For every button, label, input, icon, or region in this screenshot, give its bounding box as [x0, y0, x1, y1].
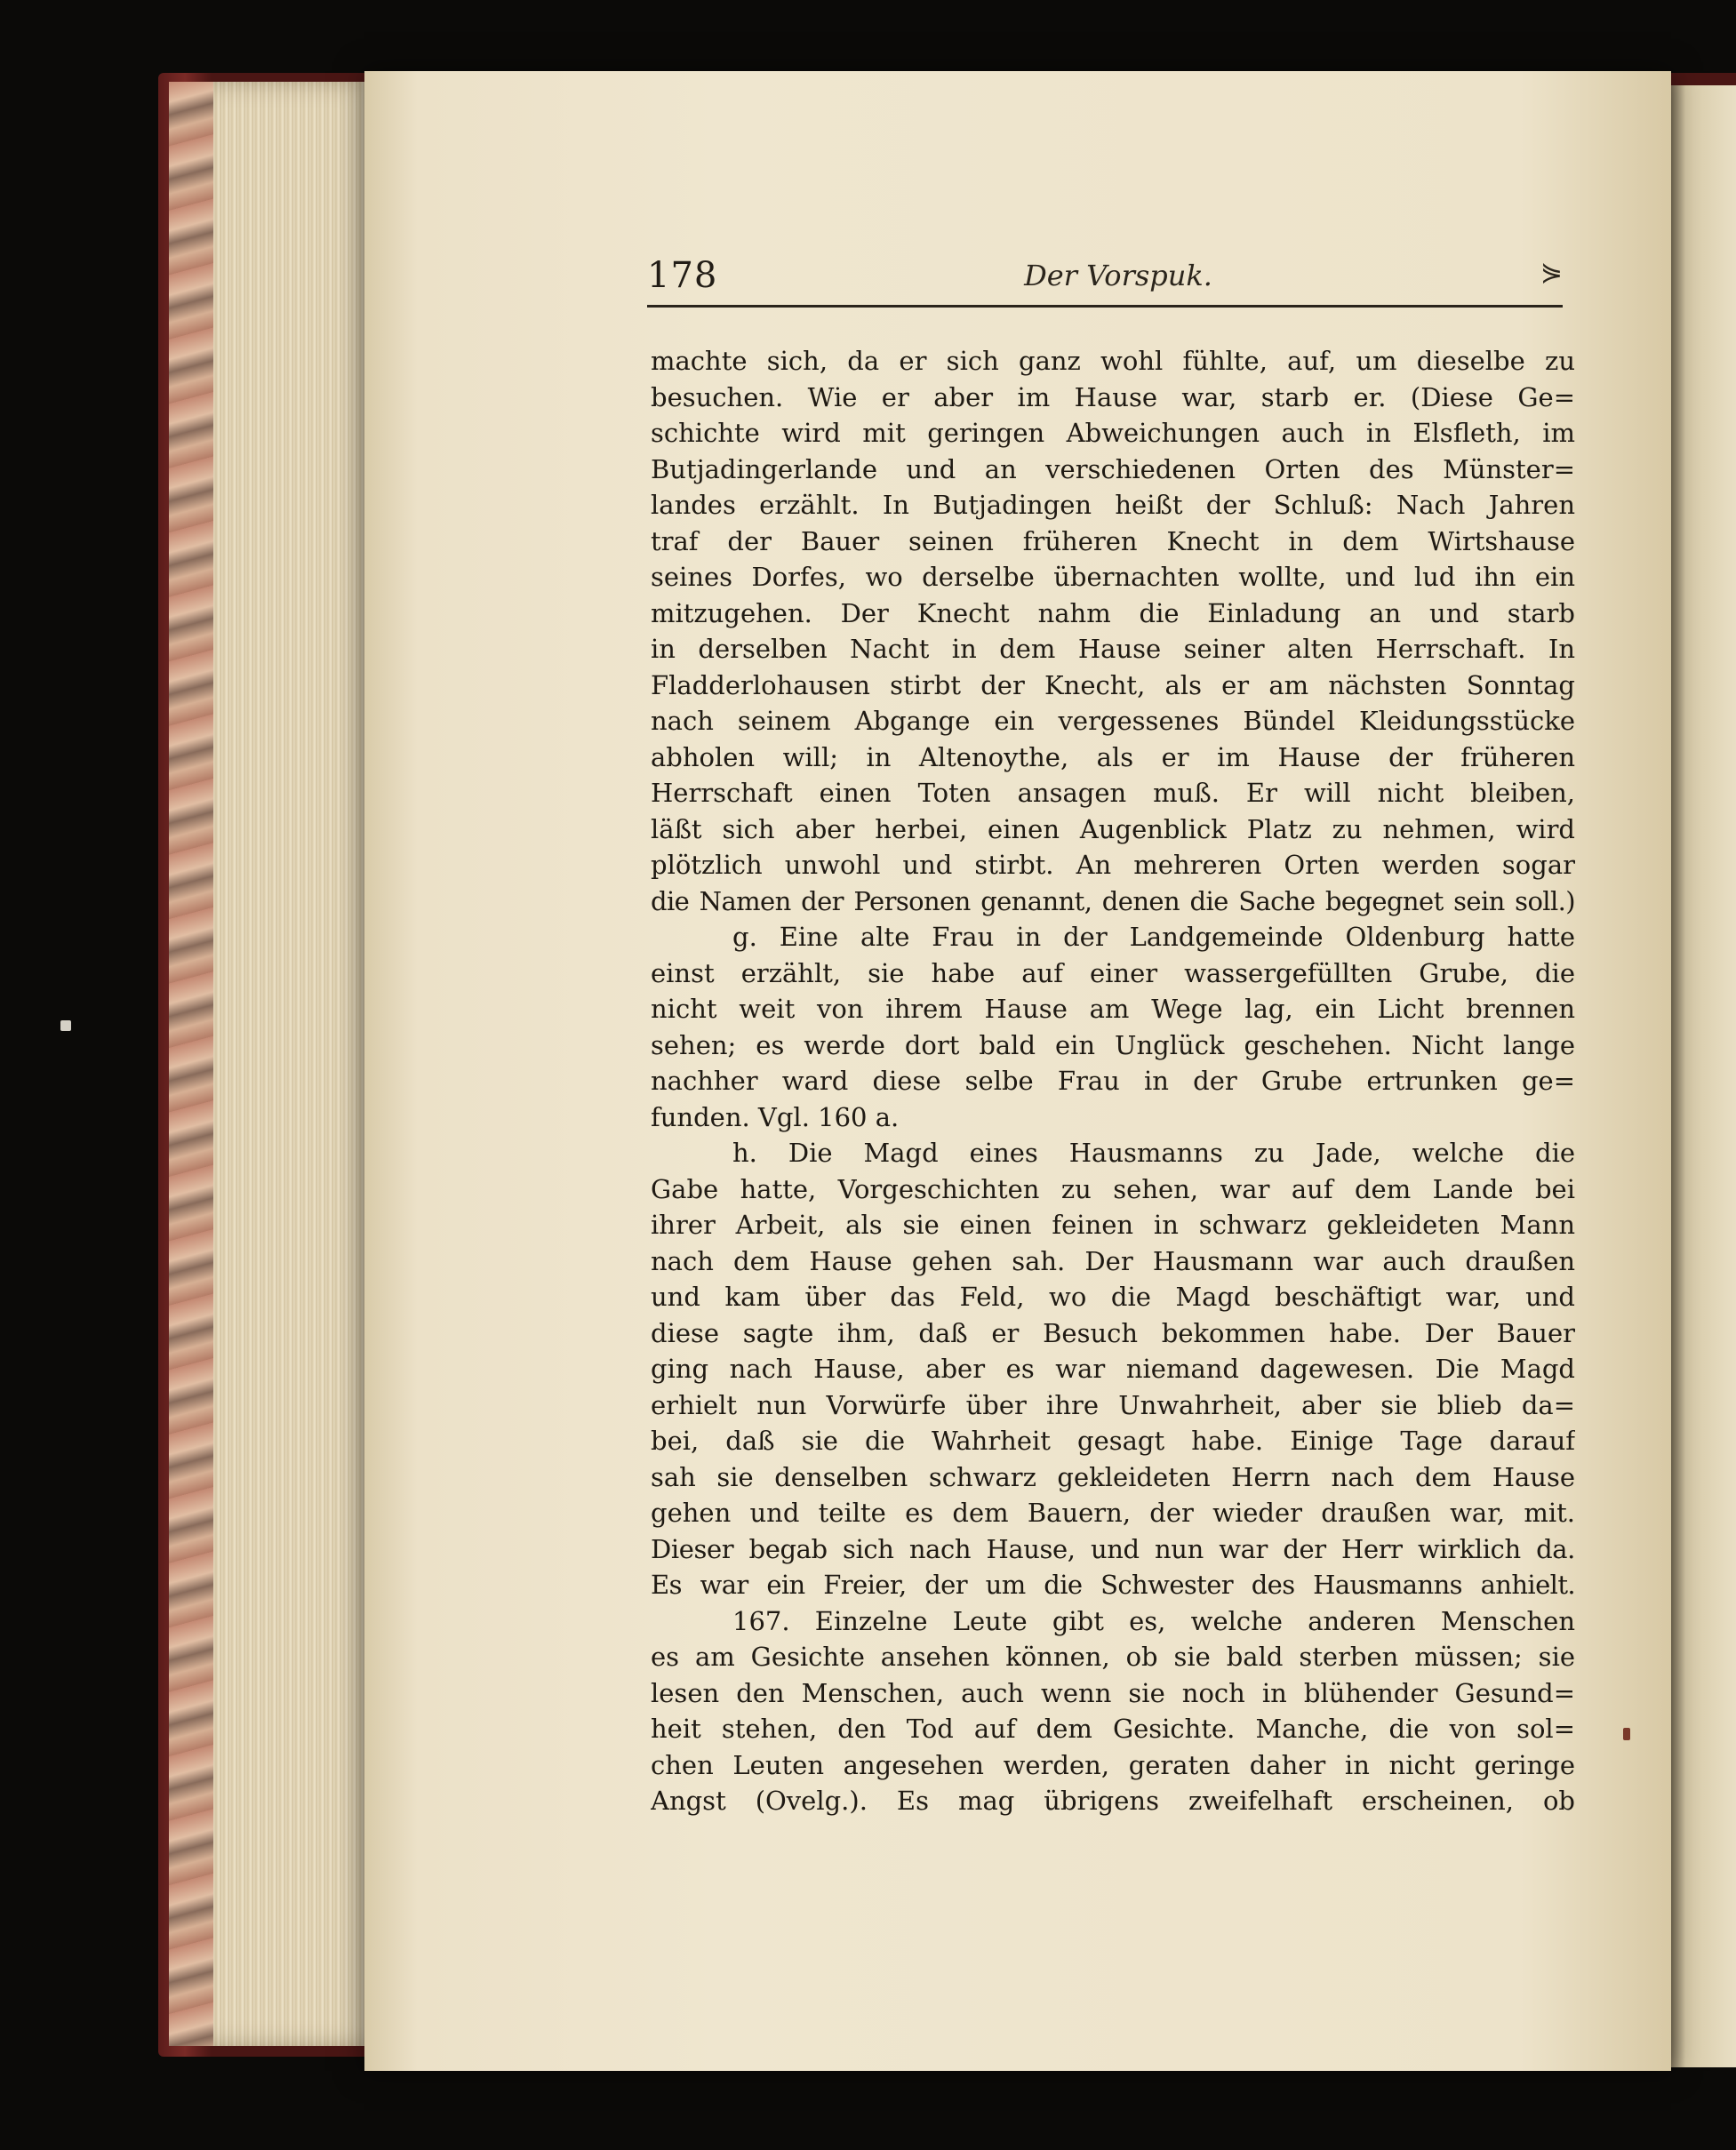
- text-line: heit stehen, den Tod auf dem Gesichte. Manche, die von sol=: [651, 1714, 1575, 1744]
- paragraph-start-167: 167. Einzelne Leute gibt es, welche anderen Menschen: [732, 1605, 1575, 1636]
- text-line: traf der Bauer seinen früheren Knecht in dem Wirtshause: [651, 525, 1575, 556]
- text-line: Dieser begab sich nach Hause, und nun war der Herr wirklich da.: [651, 1533, 1575, 1564]
- text-line: diese sagte ihm, daß er Besuch bekommen habe. Der Bauer: [651, 1317, 1575, 1348]
- text-line: es am Gesichte ansehen können, ob sie bald sterben müssen; sie: [651, 1642, 1575, 1672]
- text-line: schichte wird mit geringen Abweichungen auch in Elsfleth, im: [651, 418, 1575, 448]
- text-line: plötzlich unwohl und stirbt. An mehreren Orten werden sogar: [651, 850, 1575, 880]
- text-line: lesen den Menschen, auch wenn sie noch in blühender Gesund=: [651, 1677, 1575, 1708]
- text-line: die Namen der Personen genannt, denen die Sache begegnet sein soll.): [651, 885, 1575, 916]
- text-line: funden. Vgl. 160 a.: [651, 1101, 900, 1132]
- text-line: ihrer Arbeit, als sie einen feinen in schwarz gekleideten Mann: [651, 1210, 1575, 1240]
- text-line: Es war ein Freier, der um die Schwester des Hausmanns anhielt.: [651, 1570, 1575, 1600]
- paragraph-start-g: g. Eine alte Frau in der Landgemeinde Oldenburg hatte: [732, 922, 1575, 952]
- text-line: sah sie denselben schwarz gekleideten Herrn nach dem Hause: [651, 1461, 1575, 1492]
- paragraph-start-h: h. Die Magd eines Hausmanns zu Jade, welche die: [732, 1138, 1575, 1168]
- text-line: einst erzählt, sie habe auf einer wassergefüllten Grube, die: [651, 957, 1575, 988]
- text-line: und kam über das Feld, wo die Magd beschäftigt war, und: [651, 1282, 1575, 1312]
- text-line: landes erzählt. In Butjadingen heißt der Schluß: Nach Jahren: [651, 490, 1575, 520]
- body-text: [651, 343, 1575, 1819]
- text-line: besuchen. Wie er aber im Hause war, starb er. (Diese Ge=: [651, 381, 1575, 412]
- text-line: Fladderlohausen stirbt der Knecht, als er am nächsten Sonntag: [651, 669, 1575, 700]
- text-line: erhielt nun Vorwürfe über ihre Unwahrheit, aber sie blieb da=: [651, 1389, 1575, 1420]
- page-number: 178: [647, 255, 718, 296]
- text-line: abholen will; in Altenoythe, als er im Hause der früheren: [651, 741, 1575, 772]
- text-line: Angst (Ovelg.). Es mag übrigens zweifelhaft erscheinen, ob: [651, 1786, 1575, 1816]
- text-line: läßt sich aber herbei, einen Augenblick Platz zu nehmen, wird: [651, 813, 1575, 844]
- text-line: gehen und teilte es dem Bauern, der wieder draußen war, mit.: [651, 1498, 1575, 1528]
- text-line: nicht weit von ihrem Hause am Wege lag, ein Licht brennen: [651, 994, 1575, 1024]
- text-line: Gabe hatte, Vorgeschichten zu sehen, war auf dem Lande bei: [651, 1173, 1575, 1204]
- text-line: machte sich, da er sich ganz wohl fühlte, auf, um dieselbe zu: [651, 346, 1575, 376]
- text-line: nachher ward diese selbe Frau in der Grube ertrunken ge=: [651, 1066, 1575, 1096]
- text-line: ging nach Hause, aber es war niemand dagewesen. Die Magd: [651, 1354, 1575, 1384]
- text-line: sehen; es werde dort bald ein Unglück geschehen. Nicht lange: [651, 1029, 1575, 1060]
- scan-dust-mark: [60, 1020, 71, 1031]
- running-head: [647, 253, 1563, 307]
- text-line: nach dem Hause gehen sah. Der Hausmann war auch draußen: [651, 1245, 1575, 1276]
- text-line: mitzugehen. Der Knecht nahm die Einladung an und starb: [651, 597, 1575, 628]
- page-block-edges: [213, 82, 382, 2046]
- facing-page-edge: [1669, 85, 1736, 2067]
- text-line: seines Dorfes, wo derselbe übernachten wollte, und lud ihn ein: [651, 562, 1575, 592]
- text-line: bei, daß sie die Wahrheit gesagt habe. Einige Tage darauf: [651, 1426, 1575, 1456]
- scan-dust-mark: [1623, 1728, 1630, 1740]
- printer-mark: ⋟: [1540, 257, 1563, 288]
- text-line: in derselben Nacht in dem Hause seiner alten Herrschaft. In: [651, 634, 1575, 664]
- text-line: Butjadingerlande und an verschiedenen Orten des Münster=: [651, 453, 1575, 484]
- text-line: chen Leuten angesehen werden, geraten daher in nicht geringe: [651, 1749, 1575, 1780]
- running-title: Der Vorspuk.: [1024, 259, 1212, 292]
- header-rule: [647, 305, 1563, 308]
- text-line: Herrschaft einen Toten ansagen muß. Er will nicht bleiben,: [651, 778, 1575, 808]
- text-line: nach seinem Abgange ein vergessenes Bündel Kleidungsstücke: [651, 706, 1575, 736]
